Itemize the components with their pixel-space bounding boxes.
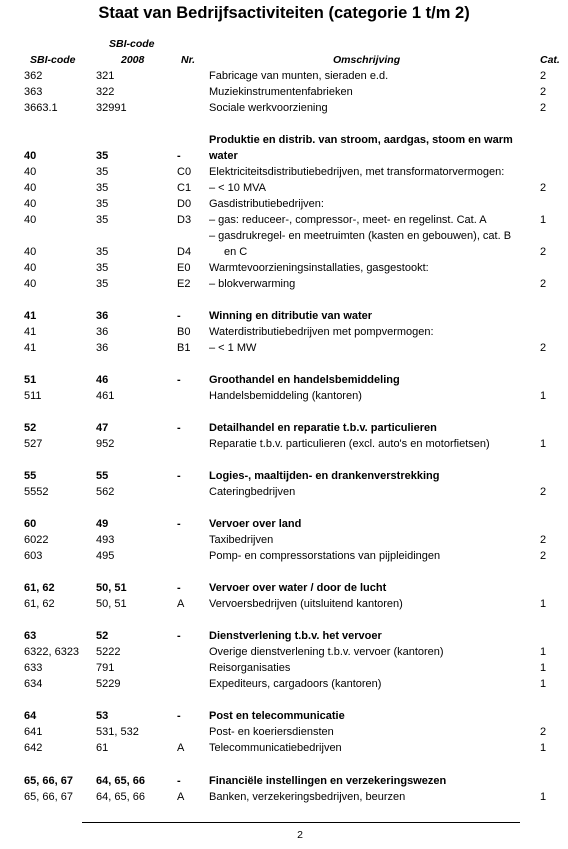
table-row: [0, 228, 568, 244]
omschrijving-cell: Reparatie t.b.v. particulieren (excl. auto's en motorfietsen): [209, 438, 490, 450]
sbi-2008-cell: 36: [96, 326, 109, 338]
nr-cell: A: [177, 742, 185, 754]
sbi-2008-cell: 52: [96, 630, 109, 642]
sbi-code-cell: 40: [24, 166, 37, 178]
omschrijving-cell: Fabricage van munten, sieraden e.d.: [209, 70, 389, 82]
sbi-2008-cell: 36: [96, 310, 109, 322]
table-row: [0, 789, 568, 805]
omschrijving-cell: Taxibedrijven: [209, 534, 274, 546]
sbi-2008-cell: 35: [96, 198, 109, 210]
header-omschrijving: Omschrijving: [333, 54, 401, 66]
table-row: [0, 164, 568, 180]
table-row: [0, 676, 568, 692]
sbi-code-cell: 40: [24, 150, 37, 162]
nr-cell: -: [177, 374, 181, 386]
footer-divider: [82, 822, 520, 823]
category-cell: 2: [540, 726, 547, 738]
category-cell: 2: [540, 86, 547, 98]
sbi-2008-cell: 61: [96, 742, 109, 754]
sbi-2008-cell: 55: [96, 470, 109, 482]
table-row: [0, 532, 568, 548]
table-row: [0, 660, 568, 676]
sbi-2008-cell: 791: [96, 662, 115, 674]
page-title: Staat van Bedrijfsactiviteiten (categorie 1 t/m 2): [98, 4, 470, 22]
omschrijving-cell: en C: [224, 246, 248, 258]
table-row: [0, 196, 568, 212]
category-cell: 2: [540, 246, 547, 258]
omschrijving-cell: Expediteurs, cargadoors (kantoren): [209, 678, 382, 690]
page-number: 2: [297, 829, 303, 841]
table-row: [0, 260, 568, 276]
nr-cell: -: [177, 710, 181, 722]
sbi-code-cell: 6022: [24, 534, 49, 546]
nr-cell: -: [177, 518, 181, 530]
omschrijving-cell: Post en telecommunicatie: [209, 710, 345, 722]
sbi-code-cell: 40: [24, 278, 37, 290]
category-cell: 1: [540, 662, 547, 674]
omschrijving-cell: Elektriciteitsdistributiebedrijven, met transformatorvermogen:: [209, 166, 505, 178]
nr-cell: -: [177, 775, 181, 787]
omschrijving-cell: Warmtevoorzieningsinstallaties, gasgestookt:: [209, 262, 429, 274]
omschrijving-cell: Sociale werkvoorziening: [209, 102, 328, 114]
sbi-code-cell: 60: [24, 518, 37, 530]
sbi-code-cell: 40: [24, 262, 37, 274]
header-sbi-code: SBI-code: [30, 54, 76, 66]
section-heading-row: [0, 580, 568, 596]
sbi-2008-cell: 35: [96, 262, 109, 274]
sbi-code-cell: 641: [24, 726, 43, 738]
sbi-2008-cell: 46: [96, 374, 109, 386]
category-cell: 2: [540, 534, 547, 546]
omschrijving-cell: Post- en koeriersdiensten: [209, 726, 334, 738]
category-cell: 2: [540, 486, 547, 498]
omschrijving-cell: Waterdistributiebedrijven met pompvermogen:: [209, 326, 434, 338]
sbi-code-cell: 527: [24, 438, 43, 450]
section-heading-row: [0, 516, 568, 532]
sbi-code-cell: 40: [24, 182, 37, 194]
sbi-2008-cell: 49: [96, 518, 109, 530]
nr-cell: -: [177, 470, 181, 482]
category-cell: 2: [540, 278, 547, 290]
sbi-2008-cell: 47: [96, 422, 109, 434]
table-row: [0, 436, 568, 452]
table-row: [0, 740, 568, 756]
nr-cell: E0: [177, 262, 191, 274]
sbi-2008-cell: 952: [96, 438, 115, 450]
header-cat: Cat.: [540, 54, 560, 66]
omschrijving-cell: Cateringbedrijven: [209, 486, 296, 498]
nr-cell: D0: [177, 198, 192, 210]
category-cell: 2: [540, 182, 547, 194]
sbi-code-cell: 64: [24, 710, 37, 722]
sbi-2008-cell: 50, 51: [96, 582, 127, 594]
section-heading-row: [0, 148, 568, 164]
table-row: [0, 724, 568, 740]
omschrijving-cell: Banken, verzekeringsbedrijven, beurzen: [209, 791, 406, 803]
sbi-code-cell: 40: [24, 214, 37, 226]
omschrijving-cell: Vervoer over water / door de lucht: [209, 582, 387, 594]
section-heading-row: [0, 468, 568, 484]
header-sbi-2008-line1: SBI-code: [109, 38, 155, 50]
omschrijving-cell: – gasdrukregel- en meetruimten (kasten en gebouwen), cat. B: [209, 230, 512, 242]
nr-cell: A: [177, 791, 185, 803]
table-row: [0, 324, 568, 340]
sbi-2008-cell: 493: [96, 534, 115, 546]
sbi-2008-cell: 321: [96, 70, 115, 82]
omschrijving-cell: – < 1 MW: [209, 342, 257, 354]
header-sbi-2008-line2: 2008: [121, 54, 145, 66]
sbi-code-cell: 41: [24, 310, 37, 322]
table-row: [0, 68, 568, 84]
category-cell: 1: [540, 791, 547, 803]
sbi-code-cell: 3663.1: [24, 102, 58, 114]
omschrijving-cell: Overige dienstverlening t.b.v. vervoer (kantoren): [209, 646, 444, 658]
sbi-2008-cell: 5229: [96, 678, 121, 690]
sbi-code-cell: 642: [24, 742, 43, 754]
nr-cell: -: [177, 422, 181, 434]
category-cell: 2: [540, 342, 547, 354]
sbi-code-cell: 511: [24, 390, 42, 402]
table-row: [0, 244, 568, 260]
omschrijving-cell: Vervoer over land: [209, 518, 302, 530]
sbi-2008-cell: 35: [96, 150, 109, 162]
category-cell: 1: [540, 742, 547, 754]
sbi-2008-cell: 461: [96, 390, 115, 402]
table-row: [0, 340, 568, 356]
section-heading-row: [0, 708, 568, 724]
sbi-code-cell: 61, 62: [24, 598, 55, 610]
category-cell: 2: [540, 70, 547, 82]
omschrijving-cell: Detailhandel en reparatie t.b.v. particulieren: [209, 422, 437, 434]
nr-cell: -: [177, 150, 181, 162]
omschrijving-cell: Financiële instellingen en verzekeringswezen: [209, 775, 447, 787]
omschrijving-cell: Dienstverlening t.b.v. het vervoer: [209, 630, 382, 642]
sbi-2008-cell: 36: [96, 342, 109, 354]
nr-cell: C1: [177, 182, 192, 194]
nr-cell: D4: [177, 246, 192, 258]
sbi-2008-cell: 562: [96, 486, 115, 498]
sbi-2008-cell: 53: [96, 710, 109, 722]
nr-cell: -: [177, 630, 181, 642]
sbi-code-cell: 362: [24, 70, 43, 82]
sbi-2008-cell: 35: [96, 246, 109, 258]
sbi-code-cell: 65, 66, 67: [24, 791, 73, 803]
sbi-2008-cell: 495: [96, 550, 115, 562]
table-row: [0, 180, 568, 196]
sbi-2008-cell: 50, 51: [96, 598, 127, 610]
sbi-2008-cell: 64, 65, 66: [96, 791, 145, 803]
category-cell: 1: [540, 678, 547, 690]
category-cell: 1: [540, 646, 547, 658]
sbi-code-cell: 63: [24, 630, 37, 642]
omschrijving-cell: Gasdistributiebedrijven:: [209, 198, 324, 210]
table-row: [0, 276, 568, 292]
sbi-code-cell: 603: [24, 550, 43, 562]
nr-cell: -: [177, 310, 181, 322]
omschrijving-cell: Produktie en distrib. van stroom, aardgas, stoom en warm: [209, 134, 513, 146]
section-heading-row: [0, 628, 568, 644]
section-heading-row: [0, 308, 568, 324]
omschrijving-cell: Logies-, maaltijden- en drankenverstrekking: [209, 470, 440, 482]
section-heading-row: [0, 372, 568, 388]
sbi-code-cell: 6322, 6323: [24, 646, 80, 658]
nr-cell: A: [177, 598, 185, 610]
omschrijving-cell: water: [209, 150, 238, 162]
section-heading-row: [0, 773, 568, 789]
category-cell: 2: [540, 102, 547, 114]
sbi-code-cell: 41: [24, 326, 37, 338]
table-row: [0, 484, 568, 500]
omschrijving-cell: Handelsbemiddeling (kantoren): [209, 390, 362, 402]
category-cell: 1: [540, 214, 547, 226]
sbi-code-cell: 65, 66, 67: [24, 775, 73, 787]
sbi-code-cell: 52: [24, 422, 37, 434]
category-cell: 1: [540, 598, 547, 610]
sbi-2008-cell: 322: [96, 86, 115, 98]
omschrijving-cell: – blokverwarming: [209, 278, 296, 290]
sbi-code-cell: 51: [24, 374, 37, 386]
sbi-2008-cell: 64, 65, 66: [96, 775, 145, 787]
omschrijving-cell: – < 10 MVA: [209, 182, 266, 194]
sbi-2008-cell: 35: [96, 166, 109, 178]
section-heading-row: [0, 420, 568, 436]
table-row: [0, 212, 568, 228]
sbi-code-cell: 40: [24, 246, 37, 258]
omschrijving-cell: Winning en ditributie van water: [209, 310, 373, 322]
nr-cell: B1: [177, 342, 191, 354]
table-row: [0, 596, 568, 612]
sbi-code-cell: 41: [24, 342, 37, 354]
section-heading-row: [0, 132, 568, 148]
sbi-2008-cell: 5222: [96, 646, 121, 658]
table-row: [0, 548, 568, 564]
sbi-code-cell: 61, 62: [24, 582, 55, 594]
sbi-2008-cell: 35: [96, 214, 109, 226]
sbi-2008-cell: 32991: [96, 102, 127, 114]
nr-cell: D3: [177, 214, 192, 226]
sbi-code-cell: 5552: [24, 486, 49, 498]
omschrijving-cell: Telecommunicatiebedrijven: [209, 742, 342, 754]
sbi-code-cell: 55: [24, 470, 37, 482]
omschrijving-cell: Pomp- en compressorstations van pijpleidingen: [209, 550, 441, 562]
sbi-2008-cell: 35: [96, 182, 109, 194]
category-cell: 1: [540, 390, 547, 402]
omschrijving-cell: Muziekinstrumentenfabrieken: [209, 86, 353, 98]
nr-cell: -: [177, 582, 181, 594]
nr-cell: C0: [177, 166, 192, 178]
table-row: [0, 100, 568, 116]
omschrijving-cell: Reisorganisaties: [209, 662, 291, 674]
sbi-2008-cell: 35: [96, 278, 109, 290]
category-cell: 1: [540, 438, 547, 450]
nr-cell: B0: [177, 326, 191, 338]
table-row: [0, 388, 568, 404]
omschrijving-cell: – gas: reduceer-, compressor-, meet- en regelinst. Cat. A: [209, 214, 487, 226]
nr-cell: E2: [177, 278, 191, 290]
omschrijving-cell: Groothandel en handelsbemiddeling: [209, 374, 400, 386]
sbi-2008-cell: 531, 532: [96, 726, 139, 738]
table-row: [0, 644, 568, 660]
table-row: [0, 84, 568, 100]
header-nr: Nr.: [181, 54, 196, 66]
sbi-code-cell: 633: [24, 662, 43, 674]
omschrijving-cell: Vervoersbedrijven (uitsluitend kantoren): [209, 598, 403, 610]
sbi-code-cell: 40: [24, 198, 37, 210]
sbi-code-cell: 363: [24, 86, 43, 98]
sbi-code-cell: 634: [24, 678, 43, 690]
category-cell: 2: [540, 550, 547, 562]
